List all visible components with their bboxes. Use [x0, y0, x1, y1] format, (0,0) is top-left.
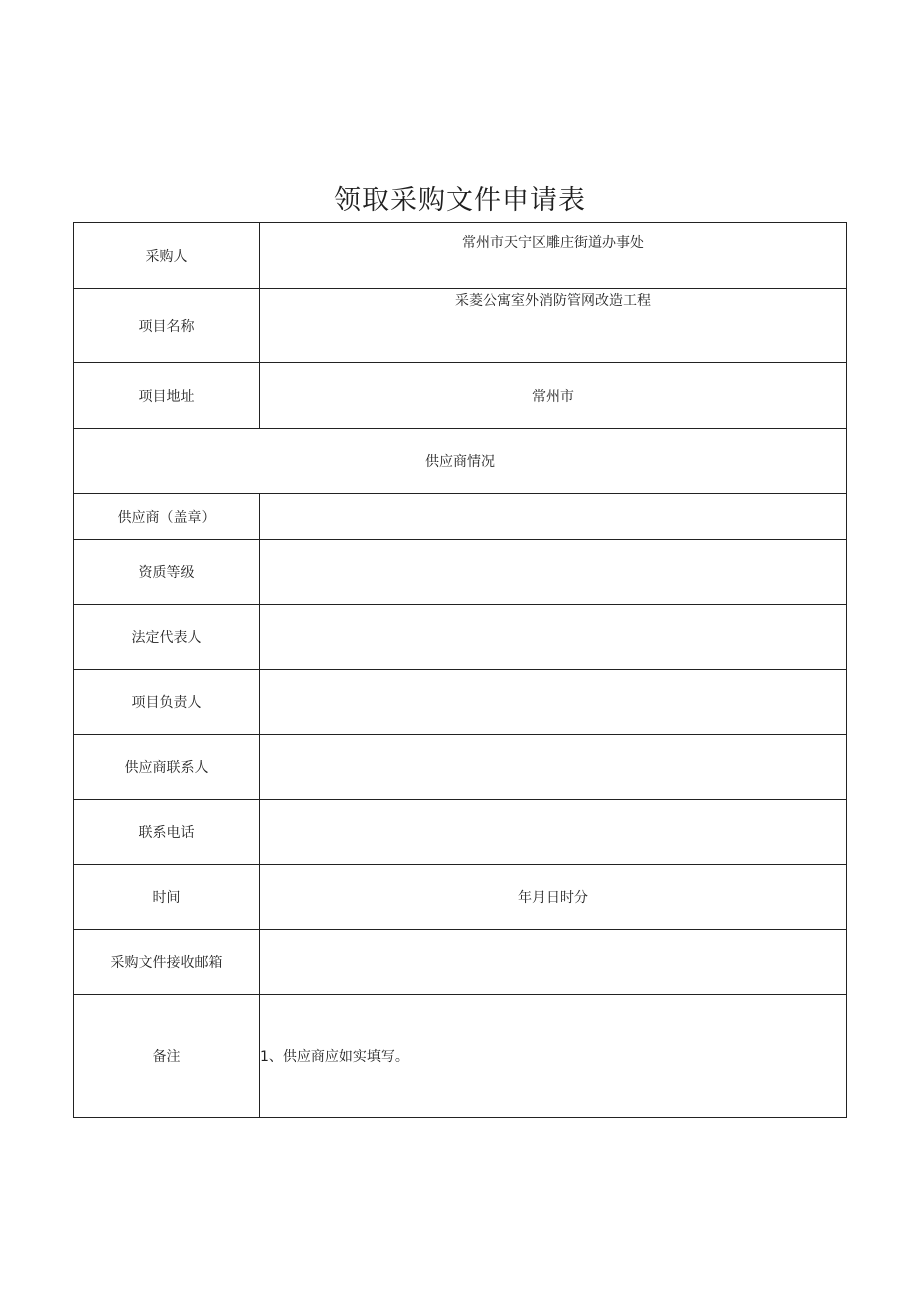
- supplier-contact-label: 供应商联系人: [74, 735, 260, 800]
- legal-rep-label: 法定代表人: [74, 605, 260, 670]
- row-legal-rep: [74, 605, 847, 670]
- row-project-lead: [74, 670, 847, 735]
- remarks-label: 备注: [74, 995, 260, 1118]
- page-title: 领取采购文件申请表: [334, 185, 586, 216]
- row-section-header: [74, 429, 847, 494]
- row-project-name: [74, 289, 847, 363]
- legal-rep-value[interactable]: [260, 605, 847, 670]
- row-time: [74, 865, 847, 930]
- phone-label: 联系电话: [74, 800, 260, 865]
- phone-value[interactable]: [260, 800, 847, 865]
- row-project-address: [74, 363, 847, 429]
- qualification-value[interactable]: [260, 540, 847, 605]
- time-value[interactable]: 年月日时分: [260, 865, 847, 930]
- email-label: 采购文件接收邮箱: [74, 930, 260, 995]
- time-label: 时间: [74, 865, 260, 930]
- project-name-value[interactable]: 采菱公寓室外消防管网改造工程: [260, 289, 847, 363]
- row-purchaser: [74, 223, 847, 289]
- project-name-label: 项目名称: [74, 289, 260, 363]
- project-address-value[interactable]: 常州市: [260, 363, 847, 429]
- row-supplier-seal: [74, 494, 847, 540]
- project-lead-label: 项目负责人: [74, 670, 260, 735]
- purchaser-label: 采购人: [74, 223, 260, 289]
- row-qualification: [74, 540, 847, 605]
- qualification-label: 资质等级: [74, 540, 260, 605]
- project-address-label: 项目地址: [74, 363, 260, 429]
- application-form-table: [73, 222, 847, 1118]
- row-phone: [74, 800, 847, 865]
- remarks-value[interactable]: 1、供应商应如实填写。: [260, 995, 847, 1118]
- row-email: [74, 930, 847, 995]
- row-supplier-contact: [74, 735, 847, 800]
- purchaser-value[interactable]: 常州市天宁区雕庄街道办事处: [260, 223, 847, 289]
- supplier-section-header: 供应商情况: [74, 429, 847, 494]
- row-remarks: [74, 995, 847, 1118]
- project-lead-value[interactable]: [260, 670, 847, 735]
- supplier-contact-value[interactable]: [260, 735, 847, 800]
- supplier-seal-value[interactable]: [260, 494, 847, 540]
- supplier-seal-label: 供应商（盖章）: [74, 494, 260, 540]
- email-value[interactable]: [260, 930, 847, 995]
